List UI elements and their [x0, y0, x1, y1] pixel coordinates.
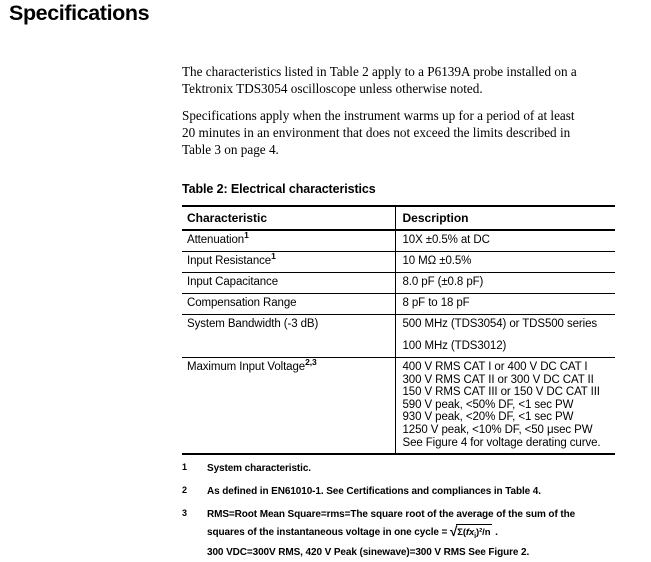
characteristic-cell — [182, 358, 395, 455]
paragraph-line: Table 3 on page 4. — [182, 142, 279, 157]
characteristic-label: Input Resistance — [187, 255, 272, 267]
electrical-characteristics-table — [182, 205, 615, 455]
paragraph-line: Specifications apply when the instrument warms up for a period of at least — [182, 108, 575, 123]
description-line: 100 MHz (TDS3012) — [402, 340, 507, 352]
footnote-1 — [182, 461, 622, 476]
footnote-3 — [182, 507, 622, 560]
description-cell — [395, 294, 615, 315]
table-row — [182, 252, 615, 273]
description-line: 400 V RMS CAT I or 400 V DC CAT I — [402, 361, 588, 373]
footnote-2 — [182, 484, 622, 499]
description-cell — [395, 252, 615, 273]
characteristic-label: Attenuation — [187, 234, 245, 246]
formula-radicand: $\Sigma(fx_i)^2/n$ — [456, 524, 492, 544]
characteristic-cell — [182, 294, 395, 315]
intro-paragraph-1 — [182, 63, 622, 97]
page-title: Specifications — [9, 1, 150, 25]
description-line: 10 MΩ ±0.5% — [402, 255, 472, 267]
footnote-number: 2 — [182, 485, 188, 496]
description-line: See Figure 4 for voltage derating curve. — [402, 436, 601, 449]
column-header-characteristic: Characteristic — [182, 206, 395, 230]
paragraph-line: Tektronix TDS3054 oscilloscope unless otherwise noted. — [182, 81, 483, 96]
characteristic-label: Input Capacitance — [187, 276, 279, 288]
description-line: 8 pF to 18 pF — [402, 297, 470, 309]
table-row — [182, 315, 615, 358]
intro-paragraph-2 — [182, 107, 622, 158]
description-line: 10X ±0.5% at DC — [402, 234, 490, 246]
footnote-line — [207, 524, 575, 544]
footnotes — [182, 461, 622, 560]
characteristic-cell — [182, 315, 395, 358]
formula-suffix: . — [492, 527, 498, 539]
description-line: 150 V RMS CAT III or 150 V DC CAT III — [402, 386, 600, 399]
footnote-text: System characteristic. — [207, 463, 311, 475]
table-row — [182, 294, 615, 315]
radical-sign: √ — [449, 524, 458, 540]
description-line: 590 V peak, <50% DF, <1 sec PW — [402, 398, 574, 411]
characteristic-cell — [182, 230, 395, 252]
footnote-number: 1 — [182, 462, 188, 473]
table-row — [182, 230, 615, 252]
table-row — [182, 358, 615, 455]
paragraph-line: The characteristics listed in Table 2 apply to a P6139A probe installed on a — [182, 64, 577, 79]
description-line: 1250 V peak, <10% DF, <50 μsec PW — [402, 423, 593, 436]
characteristic-label: Compensation Range — [187, 297, 297, 309]
footnote-text — [207, 507, 575, 560]
description-cell — [395, 273, 615, 294]
characteristic-label: System Bandwidth (-3 dB) — [187, 318, 319, 330]
table-header-row — [182, 206, 615, 230]
footnote-line: 300 VDC=300V RMS, 420 V Peak (sinewave)=300 V RMS See Figure 2. — [207, 547, 530, 559]
content-column — [182, 63, 622, 560]
table-row — [182, 273, 615, 294]
footnote-text: As defined in EN61010-1. See Certifications and compliances in Table 4. — [207, 486, 541, 498]
description-line: 8.0 pF (±0.8 pF) — [402, 276, 484, 288]
paragraph-line: 20 minutes in an environment that does not exceed the limits described in — [182, 125, 571, 140]
description-cell — [395, 358, 615, 455]
characteristic-label: Maximum Input Voltage — [187, 361, 306, 373]
description-cell — [395, 315, 615, 358]
description-line: 500 MHz (TDS3054) or TDS500 series — [402, 318, 598, 330]
column-header-description: Description — [395, 206, 615, 230]
table-caption: Table 2: Electrical characteristics — [182, 182, 376, 196]
rms-formula — [450, 524, 492, 544]
description-line: 300 V RMS CAT II or 300 V DC CAT II — [402, 373, 594, 386]
characteristic-cell — [182, 252, 395, 273]
characteristic-cell — [182, 273, 395, 294]
description-line: 930 V peak, <20% DF, <1 sec PW — [402, 411, 574, 424]
description-cell — [395, 230, 615, 252]
footnote-ref: 1 — [244, 230, 249, 241]
footnote-ref: 2,3 — [305, 357, 317, 368]
footnote-ref: 1 — [271, 251, 276, 262]
footnote-number: 3 — [182, 508, 188, 519]
formula-prefix: squares of the instantaneous voltage in one cycle = — [207, 527, 450, 539]
footnote-line: RMS=Root Mean Square=rms=The square root of the average of the sum of the — [207, 509, 576, 521]
